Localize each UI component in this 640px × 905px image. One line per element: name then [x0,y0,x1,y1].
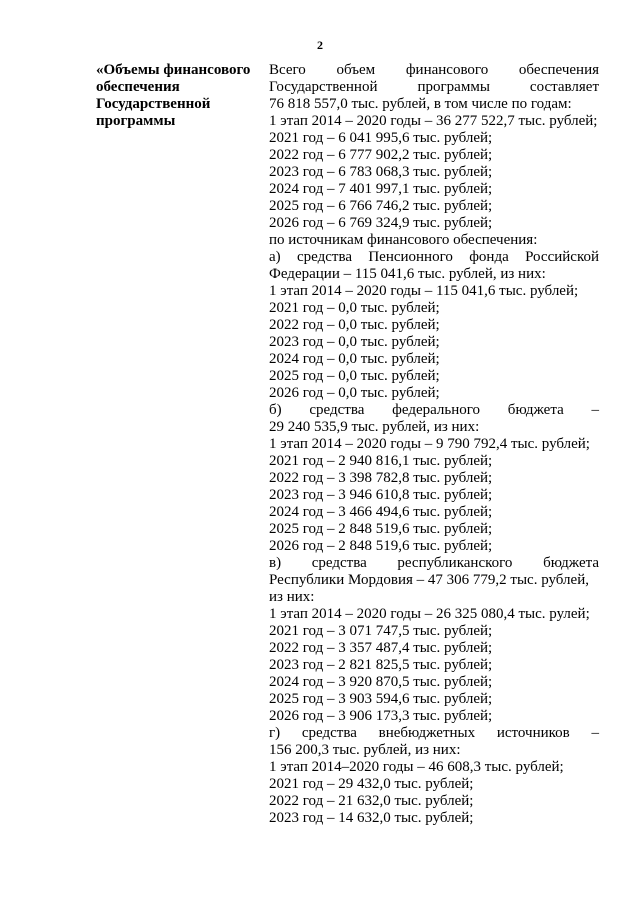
funding-line: 1 этап 2014 – 2020 годы – 115 041,6 тыс. рублей; [269,283,579,299]
funding-line: 2026 год – 3 906 173,3 тыс. рублей; [269,708,493,724]
funding-line: Государственной программы составляет [269,79,599,95]
funding-line: в) средства республиканского бюджета [269,555,599,571]
funding-line: 2025 год – 2 848 519,6 тыс. рублей; [269,521,493,537]
funding-line: 2024 год – 3 920 870,5 тыс. рублей; [269,674,493,690]
funding-line: б) средства федерального бюджета – [269,402,599,418]
funding-line: 2021 год – 6 041 995,6 тыс. рублей; [269,130,493,146]
funding-line: 2023 год – 14 632,0 тыс. рублей; [269,810,474,826]
funding-line: из них: [269,589,315,605]
funding-line: а) средства Пенсионного фонда Российской [269,249,599,265]
funding-line: 2025 год – 3 903 594,6 тыс. рублей; [269,691,493,707]
funding-line: 2023 год – 0,0 тыс. рублей; [269,334,440,350]
funding-line: 2023 год – 6 783 068,3 тыс. рублей; [269,164,493,180]
funding-line: 2021 год – 0,0 тыс. рублей; [269,300,440,316]
funding-line: по источникам финансового обеспечения: [269,232,538,248]
funding-line: 2023 год – 2 821 825,5 тыс. рублей; [269,657,493,673]
funding-line: 2021 год – 2 940 816,1 тыс. рублей; [269,453,493,469]
funding-line: 2022 год – 21 632,0 тыс. рублей; [269,793,474,809]
page-number: 2 [317,38,323,52]
funding-details [269,62,599,827]
funding-line: 2026 год – 0,0 тыс. рублей; [269,385,440,401]
funding-line: 156 200,3 тыс. рублей, из них: [269,742,461,758]
funding-line: 2021 год – 29 432,0 тыс. рублей; [269,776,474,792]
funding-line: 76 818 557,0 тыс. рублей, в том числе по годам: [269,96,572,112]
funding-line: 2024 год – 0,0 тыс. рублей; [269,351,440,367]
funding-line: 1 этап 2014–2020 годы – 46 608,3 тыс. рублей; [269,759,564,775]
funding-line: 2026 год – 2 848 519,6 тыс. рублей; [269,538,493,554]
funding-line: Республики Мордовия – 47 306 779,2 тыс. рублей, [269,572,589,588]
funding-line: 2025 год – 6 766 746,2 тыс. рублей; [269,198,493,214]
funding-line: 2024 год – 3 466 494,6 тыс. рублей; [269,504,493,520]
funding-line: 29 240 535,9 тыс. рублей, из них: [269,419,480,435]
funding-line: 1 этап 2014 – 2020 годы – 26 325 080,4 тыс. рулей; [269,606,590,622]
funding-line: 2021 год – 3 071 747,5 тыс. рублей; [269,623,493,639]
funding-line: г) средства внебюджетных источников – [269,725,599,741]
funding-line: 1 этап 2014 – 2020 годы – 9 790 792,4 тыс. рублей; [269,436,590,452]
funding-line: Всего объем финансового обеспечения [269,62,599,78]
funding-line: 2022 год – 3 357 487,4 тыс. рублей; [269,640,493,656]
funding-line: 2022 год – 3 398 782,8 тыс. рублей; [269,470,493,486]
funding-line: 2023 год – 3 946 610,8 тыс. рублей; [269,487,493,503]
funding-line: 2022 год – 0,0 тыс. рублей; [269,317,440,333]
funding-line: Федерации – 115 041,6 тыс. рублей, из них: [269,266,546,282]
funding-line: 2025 год – 0,0 тыс. рублей; [269,368,440,384]
funding-line: 1 этап 2014 – 2020 годы – 36 277 522,7 тыс. рублей; [269,113,598,129]
funding-line: 2026 год – 6 769 324,9 тыс. рублей; [269,215,493,231]
funding-line: 2022 год – 6 777 902,2 тыс. рублей; [269,147,493,163]
funding-line: 2024 год – 7 401 997,1 тыс. рублей; [269,181,493,197]
section-label: «Объемы финансового обеспечения Государственной программы [96,62,251,129]
